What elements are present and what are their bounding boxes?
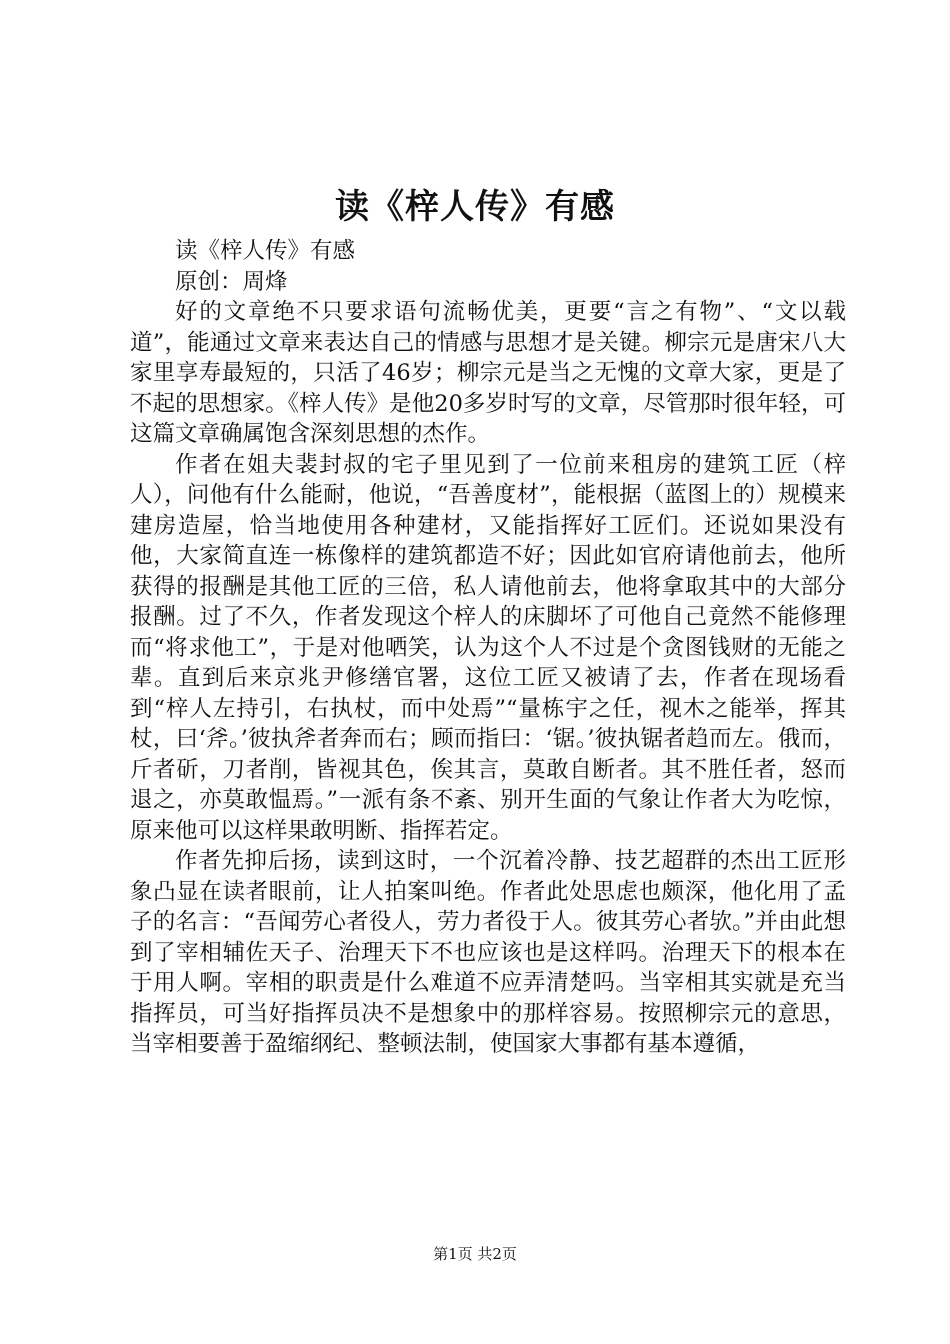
body-paragraph: 作者先抑后扬，读到这时，一个沉着冷静、技艺超群的杰出工匠形象凸显在读者眼前，让人拍案叫绝。作者此处思虑也颇深，他化用了孟子的名言：“吾闻劳心者役人，劳力者役于人。彼其劳心者欤。”并由此想到了宰相辅佐天子、治理天下不也应该也是这样吗。治理天下的根本在于用人啊。宰相的职责是什么难道不应弄清楚吗。当宰相其实就是充当指挥员，可当好指挥员决不是想象中的那样容易。按照柳宗元的意思，当宰相要善于盈缩纲纪、整顿法制，使国家大事都有基本遵循， [130,848,846,1057]
page-footer: 第1页 共2页 [433,1245,517,1263]
body-paragraph: 作者在姐夫裴封叔的宅子里见到了一位前来租房的建筑工匠（梓人），问他有什么能耐，他说，“吾善度材”，能根据（蓝图上的）规模来建房造屋，恰当地使用各种建材，又能指挥好工匠们。还说如果没有他，大家简直连一栋像样的建筑都造不好；因此如官府请他前去，他所获得的报酬是其他工匠的三倍，私人请他前去，他将拿取其中的大部分报酬。过了不久，作者发现这个梓人的床脚坏了可他自己竟然不能修理而“将求他工”，于是对他哂笑，认为这个人不过是个贪图钱财的无能之辈。直到后来京兆尹修缮官署，这位工匠又被请了去，作者在现场看到“梓人左持引，右执杖，而中处焉”“量栋宇之任，视木之能举，挥其杖，曰‘斧。’彼执斧者奔而右；顾而指曰：‘锯。’彼执锯者趋而左。俄而，斤者斫，刀者削，皆视其色，俟其言，莫敢自断者。其不胜任者，怒而退之，亦莫敢愠焉。”一派有条不紊、别开生面的气象让作者大为吃惊，原来他可以这样果敢明断、指挥若定。 [130,451,846,844]
body-paragraph: 好的文章绝不只要求语句流畅优美，更要“言之有物”、“文以载道”，能通过文章来表达自己的情感与思想才是关键。柳宗元是唐宋八大家里享寿最短的，只活了46岁；柳宗元是当之无愧的文章大家，更是了不起的思想家。《梓人传》是他20多岁时写的文章，尽管那时很年轻，可这篇文章确属饱含深刻思想的杰作。 [130,299,846,447]
author-paragraph: 原创：周烽 [175,268,288,295]
document-body [130,236,846,1060]
subtitle-paragraph: 读《梓人传》有感 [175,238,356,264]
document-title: 读《梓人传》有感 [335,187,615,227]
